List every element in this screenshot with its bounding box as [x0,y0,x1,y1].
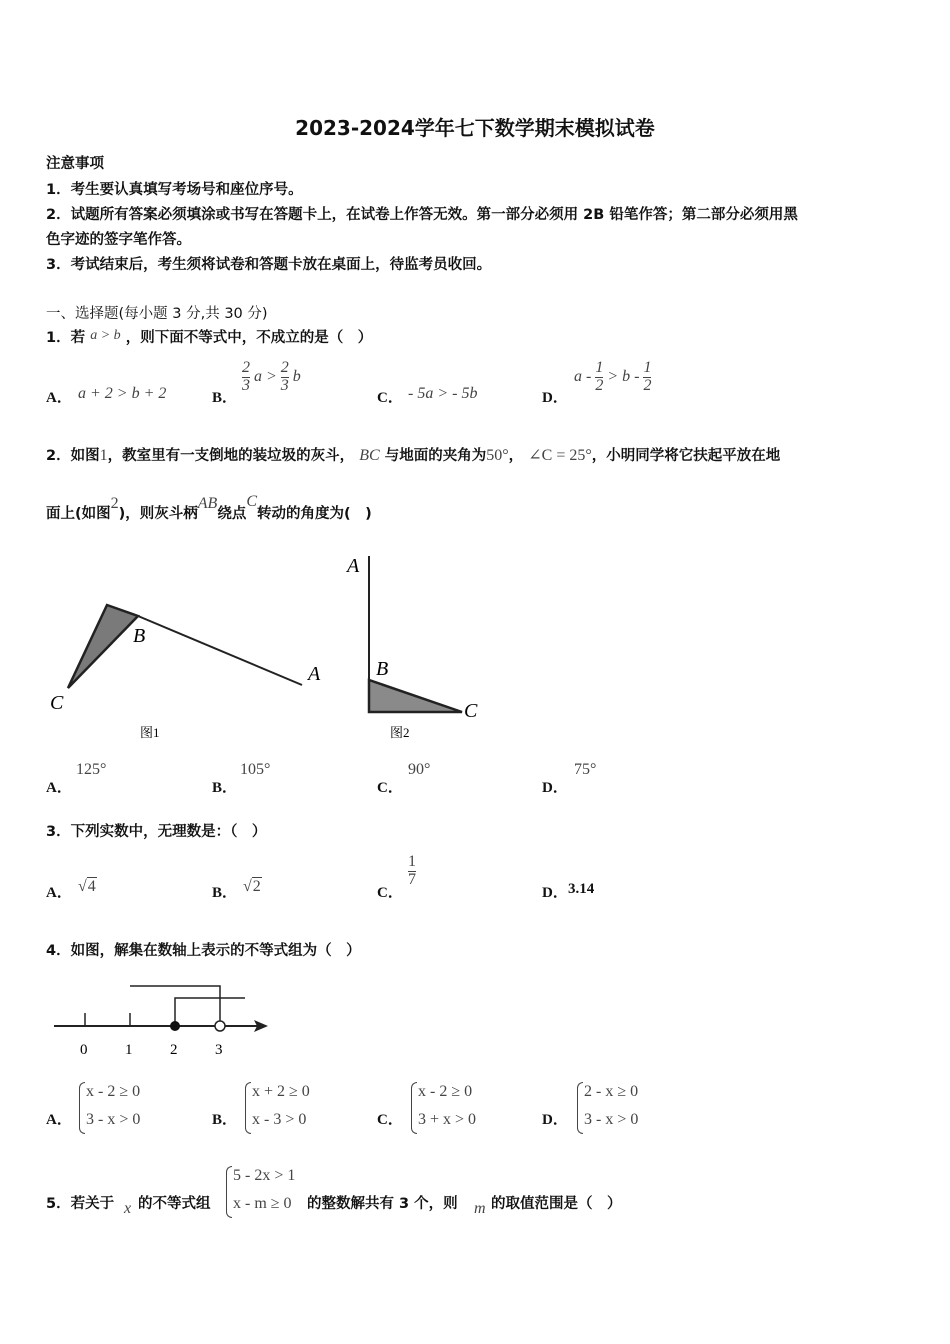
q2-fig2-ref: 2 [110,495,119,512]
q4-option-d-label: D． [542,1112,568,1128]
q2-text: 转动的角度为( ) [257,506,372,522]
figure-1 [40,590,340,745]
q4-option-c-label: C． [377,1112,403,1128]
q3-option-c-label: C． [377,885,403,901]
dustpan-shape [68,605,138,688]
q2-option-c-label: C． [377,780,403,796]
figure-2-caption: 图2 [390,725,410,740]
system-line-2: 3 - x > 0 [584,1111,639,1128]
question-4-stem: 4．如图，解集在数轴上表示的不等式组为（ ） [46,943,361,959]
page-title: 2023-2024学年七下数学期末模拟试卷 [295,116,655,140]
section-heading: 一、选择题(每小题 3 分,共 30 分) [46,306,268,322]
tick-label-2: 2 [170,1042,178,1058]
frac-num: 1 [408,853,416,870]
brace-icon [577,1082,583,1134]
q1-d-pre: a - [574,367,592,385]
q3-option-a: √4 [78,878,96,895]
frac-den: 2 [643,376,652,394]
frac-num: 1 [643,359,652,376]
figure-1-caption: 图1 [140,725,160,740]
frac-den: 3 [242,376,250,394]
q2-bc: BC [359,447,380,464]
tick-label-3: 3 [215,1042,223,1058]
q1-option-d-label: D． [542,390,568,406]
q1-d-mid: > b - [607,367,640,385]
q1-b-b: b [292,367,301,385]
q5-mid: 的不等式组 [138,1196,211,1212]
q5-prefix: 5．若关于 [46,1196,115,1212]
question-3-stem: 3．下列实数中，无理数是：（ ） [46,824,267,840]
q2-option-c: 90° [408,761,431,778]
q2-option-d: 75° [574,761,597,778]
q1-suffix: ，则下面不等式中，不成立的是（ ） [125,330,373,346]
frac-den: 2 [595,376,604,394]
label-a: A [347,555,360,577]
brace-icon [411,1082,417,1134]
q1-option-d [574,360,651,395]
question-2-line-2 [46,493,372,523]
system-line-1: 2 - x ≥ 0 [584,1083,639,1100]
notice-item-2-cont: 色字迹的签字笔作答。 [46,232,191,248]
q5-post-1: 的整数解共有 3 个，则 [307,1196,458,1212]
frac-den: 3 [280,376,289,394]
q2-text: 绕点 [217,506,247,522]
q4-option-c [418,1078,476,1134]
range-bracket-from-2 [175,998,245,1026]
q2-option-b: 105° [240,761,271,778]
frac-den: 7 [408,870,416,888]
notice-heading: 注意事项 [46,156,104,172]
q4-option-a-label: A． [46,1112,72,1128]
q1-option-b-label: B． [212,390,238,406]
q4-option-a [86,1078,140,1134]
question-1-stem [46,326,372,347]
q2-text: ，小明同学将它扶起平放在地 [591,448,781,464]
open-point-3 [215,1021,225,1031]
q3-option-c [408,854,416,889]
q2-text: 面上(如图 [46,506,111,522]
q3-option-d: 3.14 [568,881,595,897]
q1-option-b [242,360,301,395]
tick-label-0: 0 [80,1042,88,1058]
q2-text: 2．如图 [46,448,100,464]
brace-icon [226,1166,232,1218]
q1-option-a: a + 2 > b + 2 [78,385,167,402]
number-line-figure [50,975,280,1060]
handle-line [138,616,302,685]
q5-m: m [474,1200,486,1217]
q2-fig1-ref: 1 [99,447,108,464]
notice-item-2: 2．试题所有答案必须填涂或书写在答题卡上，在试卷上作答无效。第一部分必须用 2B 铅笔作答；第二部分必须用黑 [46,207,798,223]
q5-post-2: 的取值范围是（ ） [491,1196,622,1212]
q1-b-a: a > [254,367,277,385]
q2-text: 与地面的夹角为 [384,448,487,464]
q2-sep: ， [508,448,524,464]
system-line-1: x - 2 ≥ 0 [418,1083,473,1100]
notice-item-3: 3．考试结束后，考生须将试卷和答题卡放在桌面上，待监考员收回。 [46,257,492,273]
q2-option-d-label: D． [542,780,568,796]
q3-option-a-label: A． [46,885,72,901]
system-line-2: 3 - x > 0 [86,1111,141,1128]
radicand: 4 [87,878,96,895]
label-c: C [50,692,64,714]
q3-option-b: √2 [243,878,261,895]
system-line-1: x + 2 ≥ 0 [252,1083,310,1100]
frac-num: 2 [280,359,289,376]
q1-condition: a > b [90,328,121,343]
label-b: B [376,658,389,680]
q1-option-c-label: C． [377,390,403,406]
q2-text: ，教室里有一支倒地的装垃圾的灰斗， [107,448,355,464]
q2-text: )，则灰斗柄 [118,506,198,522]
q5-system [233,1162,295,1218]
q2-c: C [246,493,257,510]
question-2-line-1 [46,444,780,465]
q4-option-d [584,1078,638,1134]
brace-icon [79,1082,85,1134]
q4-option-b-label: B． [212,1112,238,1128]
dustpan-shape [369,680,462,712]
q2-option-a: 125° [76,761,107,778]
q3-option-b-label: B． [212,885,238,901]
q1-option-a-label: A． [46,390,72,406]
label-a: A [308,663,321,685]
label-c: C [464,700,478,722]
system-line-1: x - 2 ≥ 0 [86,1083,141,1100]
closed-point-2 [170,1021,180,1031]
q1-option-c: - 5a > - 5b [408,385,478,402]
q2-option-a-label: A． [46,780,72,796]
system-line-2: x - m ≥ 0 [233,1195,292,1212]
q1-prefix: 1．若 [46,330,86,346]
q2-ab: AB [197,495,218,512]
frac-num: 2 [242,359,250,376]
q2-option-b-label: B． [212,780,238,796]
q2-angle-50: 50° [486,447,509,464]
system-line-2: 3 + x > 0 [418,1111,477,1128]
brace-icon [245,1082,251,1134]
radicand: 2 [252,878,261,895]
q2-angle-c: ∠C = 25° [528,447,592,464]
notice-item-1: 1．考生要认真填写考场号和座位序号。 [46,182,303,198]
system-line-1: 5 - 2x > 1 [233,1167,296,1184]
tick-label-1: 1 [125,1042,133,1058]
q3-option-d-label: D． [542,885,568,901]
q5-x: x [124,1200,132,1217]
figure-2 [340,550,490,745]
frac-num: 1 [595,359,604,376]
q4-option-b [252,1078,310,1134]
label-b: B [133,625,146,647]
system-line-2: x - 3 > 0 [252,1111,307,1128]
